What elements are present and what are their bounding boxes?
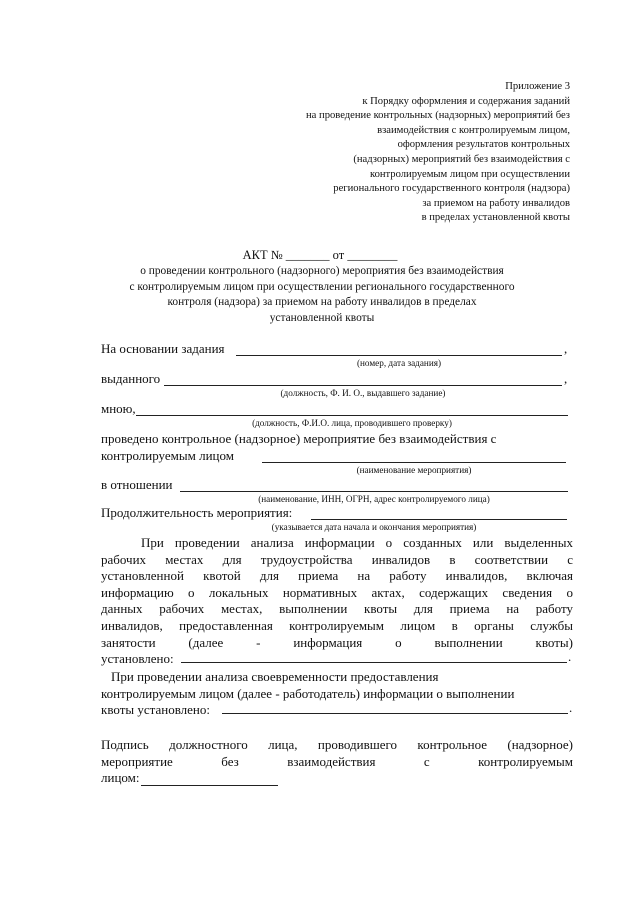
duration-field[interactable] — [311, 519, 567, 520]
duration-caption: (указывается дата начала и окончания мероприятия) — [271, 522, 477, 532]
act-subtitle — [90, 264, 554, 326]
appendix-line: взаимодействия с контролируемым лицом, — [377, 124, 570, 136]
act-subtitle-line: установленной квоты — [269, 311, 375, 324]
issued-field[interactable] — [164, 385, 562, 386]
by-me-field[interactable] — [136, 415, 568, 416]
event-caption: (наименование мероприятия) — [356, 465, 472, 475]
basis-caption: (номер, дата задания) — [356, 358, 442, 368]
act-subtitle-line: о проведении контрольного (надзорного) мероприятия без взаимодействия — [140, 265, 504, 277]
paragraph-line: установлено: — [101, 651, 174, 667]
appendix-line: к Порядку оформления и содержания заданий — [362, 95, 570, 107]
act-subtitle-line: с контролируемым лицом при осуществлении регионального государственного — [129, 280, 515, 293]
paragraph-line: информацию о локальных нормативных актах, содержащих сведения о — [101, 584, 573, 600]
appendix-line: оформления результатов контрольных — [397, 139, 570, 151]
paragraph-line: установленной квотой для приема на работу инвалидов, включая — [101, 568, 573, 584]
basis-label: На основании задания — [101, 341, 225, 356]
paragraph-line: контролируемым лицом (далее - работодатель) информации о выполнении — [101, 685, 515, 701]
regarding-label: в отношении — [101, 477, 173, 492]
issued-label: выданного — [101, 371, 161, 386]
paragraph-line: При проведении анализа своевременности предоставления — [111, 669, 439, 684]
basis-comma: , — [564, 341, 568, 356]
signature-line: Подпись должностного лица, проводившего контрольное (надзорное) — [101, 737, 573, 752]
paragraph-line: квоты установлено: — [101, 702, 210, 718]
signature-line: лицом: — [101, 770, 140, 786]
timeliness-paragraph — [101, 669, 573, 719]
appendix-line: регионального государственного контроля (надзора) — [333, 183, 570, 195]
appendix-line: за приемом на работу инвалидов — [422, 197, 570, 209]
regarding-caption: (наименование, ИНН, ОГРН, адрес контролируемого лица) — [258, 494, 490, 504]
by-me-label: мною, — [101, 401, 136, 416]
findings-field-1[interactable] — [181, 662, 567, 663]
act-subtitle-line: контроля (надзора) за приемом на работу инвалидов в пределах — [167, 296, 477, 309]
issued-caption: (должность, Ф. И. О., выдавшего задание) — [280, 388, 446, 398]
appendix-line: Приложение 3 — [505, 81, 570, 92]
findings-period-2: . — [569, 700, 573, 715]
act-title: АКТ № _______ от ________ — [242, 248, 398, 262]
issued-comma: , — [564, 371, 568, 386]
appendix-header — [306, 80, 570, 226]
appendix-line: (надзорных) мероприятий без взаимодействия с — [353, 153, 570, 165]
conducted-line-2: контролируемым лицом — [101, 448, 234, 463]
appendix-line: в пределах установленной квоты — [421, 212, 570, 224]
findings-period-1: . — [568, 649, 572, 664]
signature-field[interactable] — [141, 785, 278, 786]
basis-field[interactable] — [236, 355, 562, 356]
findings-field-2[interactable] — [222, 713, 568, 714]
appendix-line: контролируемым лицом при осуществлении — [369, 168, 570, 180]
duration-label: Продолжительность мероприятия: — [101, 505, 293, 520]
appendix-line: на проведение контрольных (надзорных) мероприятий без — [306, 110, 570, 122]
paragraph-line: инвалидов, предоставленная контролируемым лицом в органы службы — [101, 617, 573, 633]
signature-block — [101, 737, 573, 787]
paragraph-line: занятости (далее - информация о выполнении квоты) — [101, 634, 573, 650]
by-me-caption: (должность, Ф.И.О. лица, проводившего проверку) — [252, 418, 452, 428]
paragraph-line: При проведении анализа информации о созданных или выделенных — [141, 535, 573, 550]
regarding-field[interactable] — [180, 491, 568, 492]
signature-line: мероприятие без взаимодействия с контролируемым — [101, 753, 573, 769]
analysis-paragraph — [101, 535, 573, 668]
paragraph-line: рабочих местах для трудоустройства инвалидов в соответствии с — [101, 551, 573, 567]
event-field[interactable] — [262, 462, 566, 463]
conducted-line-1: проведено контрольное (надзорное) мероприятие без взаимодействия с — [101, 431, 497, 446]
paragraph-line: данных рабочих местах, выполнении квоты для приема на работу — [101, 601, 573, 617]
